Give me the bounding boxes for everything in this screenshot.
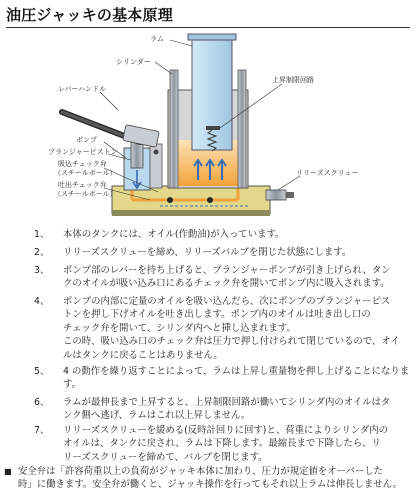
diagram-svg [0, 30, 416, 226]
step-text [63, 228, 403, 241]
step-line: す。 [63, 379, 81, 391]
label-discharge-check-1: 吐出チェック弁 [58, 181, 107, 189]
step-text [63, 295, 403, 362]
step-line: チェック弁を開いて、シリンダ内へと挿し込まれます。 [63, 322, 296, 334]
step-line: クのオイルが吸い込み口にあるチェック弁を開いてポンプ内に吸入されます。 [63, 278, 390, 290]
note-bullet: ■ [4, 467, 12, 476]
label-suction-check-1: 吸込チェック弁 [58, 160, 107, 168]
step-line: ンク側へ逃げ、ラムはこれ以上昇しません。 [63, 410, 251, 422]
step-line: ポンプの内部に定量のオイルを吸い込んだら、次にポンプのプランジャーピス [63, 296, 391, 307]
step-line: トンを押し下げオイルを吐き出します。ポンプ内のオイルは吐き出し口の [63, 309, 371, 321]
step-line: 4 の動作を繰り返すことによって、ラムは上昇し重量物を押し上げることになりま [63, 366, 410, 377]
step-line: リリーズスクリューを緩める(反時計回りに回す)と、荷重によりシリンダ内の [63, 425, 388, 436]
label-suction-check-2: （スチールボール） [54, 169, 117, 177]
note-line: 安全弁は「許容荷重以上の負荷がジャッキ本体に加わり、圧力が規定値をオーバーした [18, 466, 383, 477]
label-discharge-check-2: （スチールボール） [54, 190, 117, 198]
step-line: ラムが最伸長まで上昇すると、上昇制限回路が働いてシリンダ内のオイルはタ [63, 397, 391, 408]
hydraulic-jack-diagram [0, 30, 416, 226]
label-plunger-piston: プランジャーピストン [48, 148, 118, 156]
label-pump: ポンプ [76, 136, 97, 144]
step-number: 4、 [34, 296, 50, 307]
step-line: リリーズスクリューを締め、リリーズバルブを閉じた状態にします。 [63, 247, 352, 258]
step-text [63, 365, 410, 392]
step-line: この時、吸い込み口のチェック弁は圧力で押し付けられて閉じているので、オイ [63, 336, 400, 348]
release-screw [266, 190, 286, 200]
step-line: 本体のタンクには、オイル(作動油)が入っています。 [63, 229, 285, 240]
ram [192, 38, 232, 150]
label-release-screw: リリーズスクリュー [296, 169, 359, 177]
flow-arrow-icon [194, 160, 226, 180]
step-line: リーズスクリューを締めて、バルブを閉じます。 [63, 451, 268, 463]
title-divider [6, 27, 410, 28]
step-text [63, 264, 403, 291]
discharge-check-ball [207, 197, 213, 203]
step-number: 3、 [34, 265, 50, 276]
step-number: 7、 [34, 425, 50, 436]
step-number: 6、 [34, 397, 50, 408]
step-text [63, 424, 403, 464]
step-text [63, 396, 403, 423]
step-number: 5、 [34, 366, 50, 377]
note-text [18, 465, 402, 491]
suction-check-ball [167, 197, 173, 203]
label-upper-limit-circuit: 上昇制限回路 [272, 76, 314, 84]
label-lever-handle: レバーハンドル [58, 85, 107, 93]
step-line: ポンプ部のレバーを持ち上げると、プランジャーポンプが引き上げられ、タン [63, 265, 391, 276]
page-title: 油圧ジャッキの基本原理 [6, 6, 173, 24]
step-text [63, 246, 403, 259]
note-line: 時」に働きます。安全弁が働くと、ジャッキ操作を行ってもそれ以上ラムは伸長しません。 [18, 479, 402, 490]
step-line: ルはタンクに戻ることはありません。 [63, 349, 223, 361]
step-number: 1、 [34, 229, 50, 240]
step-line: オイルは、タンクに戻され、ラムは下降します。最縮長まで下降したら、リ [63, 438, 381, 450]
step-number: 2、 [34, 247, 50, 258]
label-cylinder: シリンダー [116, 58, 151, 66]
label-ram: ラム [150, 35, 164, 43]
